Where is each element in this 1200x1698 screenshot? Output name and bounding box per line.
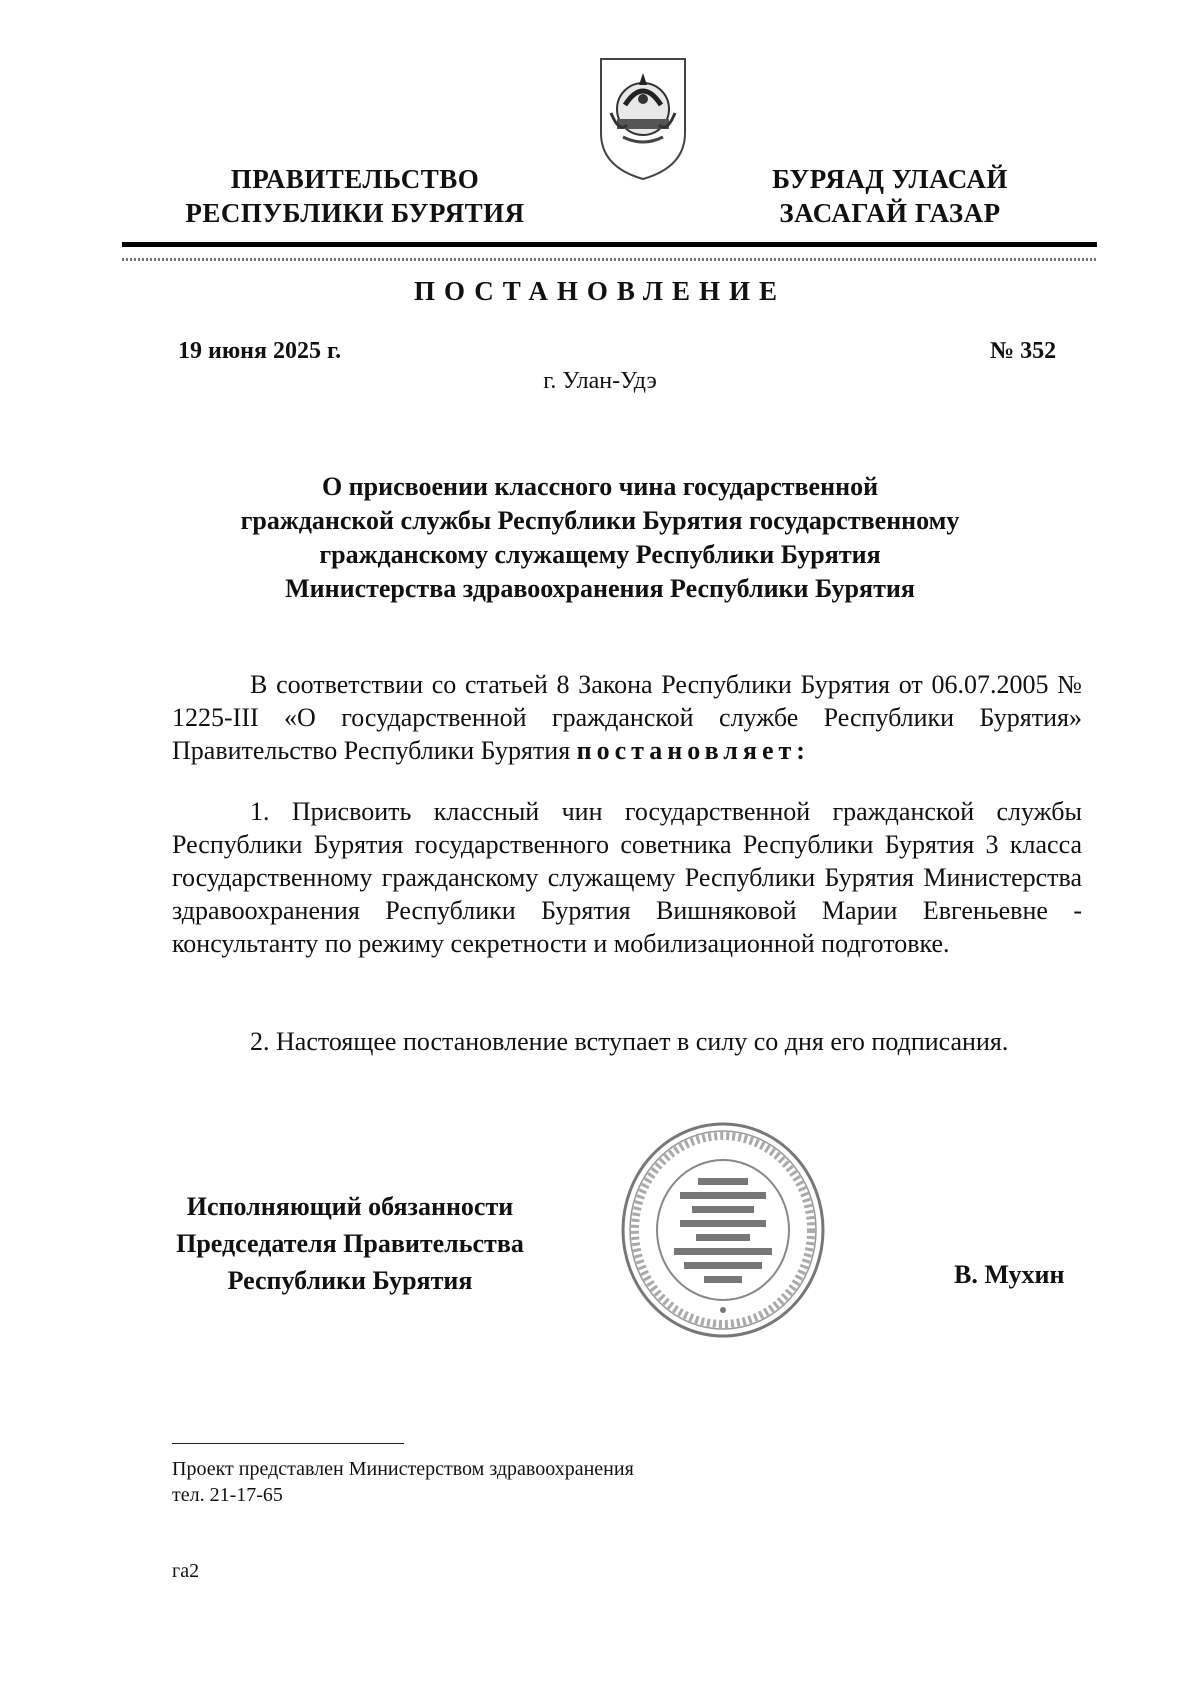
document-title-line: Министерства здравоохранения Республики Бурятия: [285, 574, 915, 603]
signatory-name: В. Мухин: [954, 1260, 1065, 1289]
government-name-ru-line1: ПРАВИТЕЛЬСТВО: [230, 164, 480, 194]
header-rule-thick: [122, 242, 1097, 247]
preamble-paragraph: [172, 668, 1082, 767]
signatory-position-line1: Исполняющий обязанности: [186, 1192, 514, 1221]
signatory-position: [150, 1188, 550, 1299]
government-name-ru: [170, 162, 540, 230]
item-2-paragraph: 2. Настоящее постановление вступает в силу со дня его подписания.: [250, 1027, 1009, 1056]
government-name-bua-line1: БУРЯАД УЛАСАЙ: [772, 164, 1008, 194]
government-name-bua: [740, 162, 1040, 230]
header-rule-thin: [122, 258, 1097, 261]
document-city: г. Улан-Удэ: [543, 368, 657, 394]
decree-word: постановляет:: [576, 736, 810, 765]
signatory-position-line2: Председателя Правительства: [176, 1229, 524, 1258]
government-name-bua-line2: ЗАСАГАЙ ГАЗАР: [779, 198, 1001, 228]
document-title-line: гражданской службы Республики Бурятия государственному: [240, 506, 960, 535]
document-number: № 352: [990, 338, 1057, 364]
round-seal-icon: [618, 1120, 828, 1340]
signatory-position-line3: Республики Бурятия: [227, 1266, 473, 1295]
government-name-ru-line2: РЕСПУБЛИКИ БУРЯТИЯ: [185, 198, 525, 228]
footer-rule: [172, 1443, 404, 1444]
document-title: [150, 470, 1050, 606]
footer-code: га2: [172, 1560, 200, 1582]
document-title-line: О присвоении классного чина государственной: [321, 472, 879, 501]
document-date: 19 июня 2025 г.: [178, 338, 342, 364]
coat-of-arms-icon: [595, 55, 691, 183]
item-1-paragraph: 1. Присвоить классный чин государственной гражданской службы Республики Бурятия государственного советника Республики Бурятия 3 класса государственному гражданскому служащему Республики Бурятия Министерства здравоохранения Республики Бурятия Вишняковой Марии Евгеньевне - консультанту по режиму секретности и мобилизационной подготовке.: [172, 797, 1082, 958]
footer-phone: тел. 21-17-65: [172, 1484, 283, 1506]
footer-prepared-by: Проект представлен Министерством здравоохранения: [172, 1458, 634, 1480]
preamble-text: В соответствии со статьей 8 Закона Республики Бурятия от 06.07.2005 № 1225-III «О государственной гражданской службе Республики Бурятия» Правительство Республики Бурятия: [172, 670, 1082, 765]
document-title-line: гражданскому служащему Республики Бурятия: [319, 540, 881, 569]
document-type: ПОСТАНОВЛЕНИЕ: [413, 276, 787, 306]
